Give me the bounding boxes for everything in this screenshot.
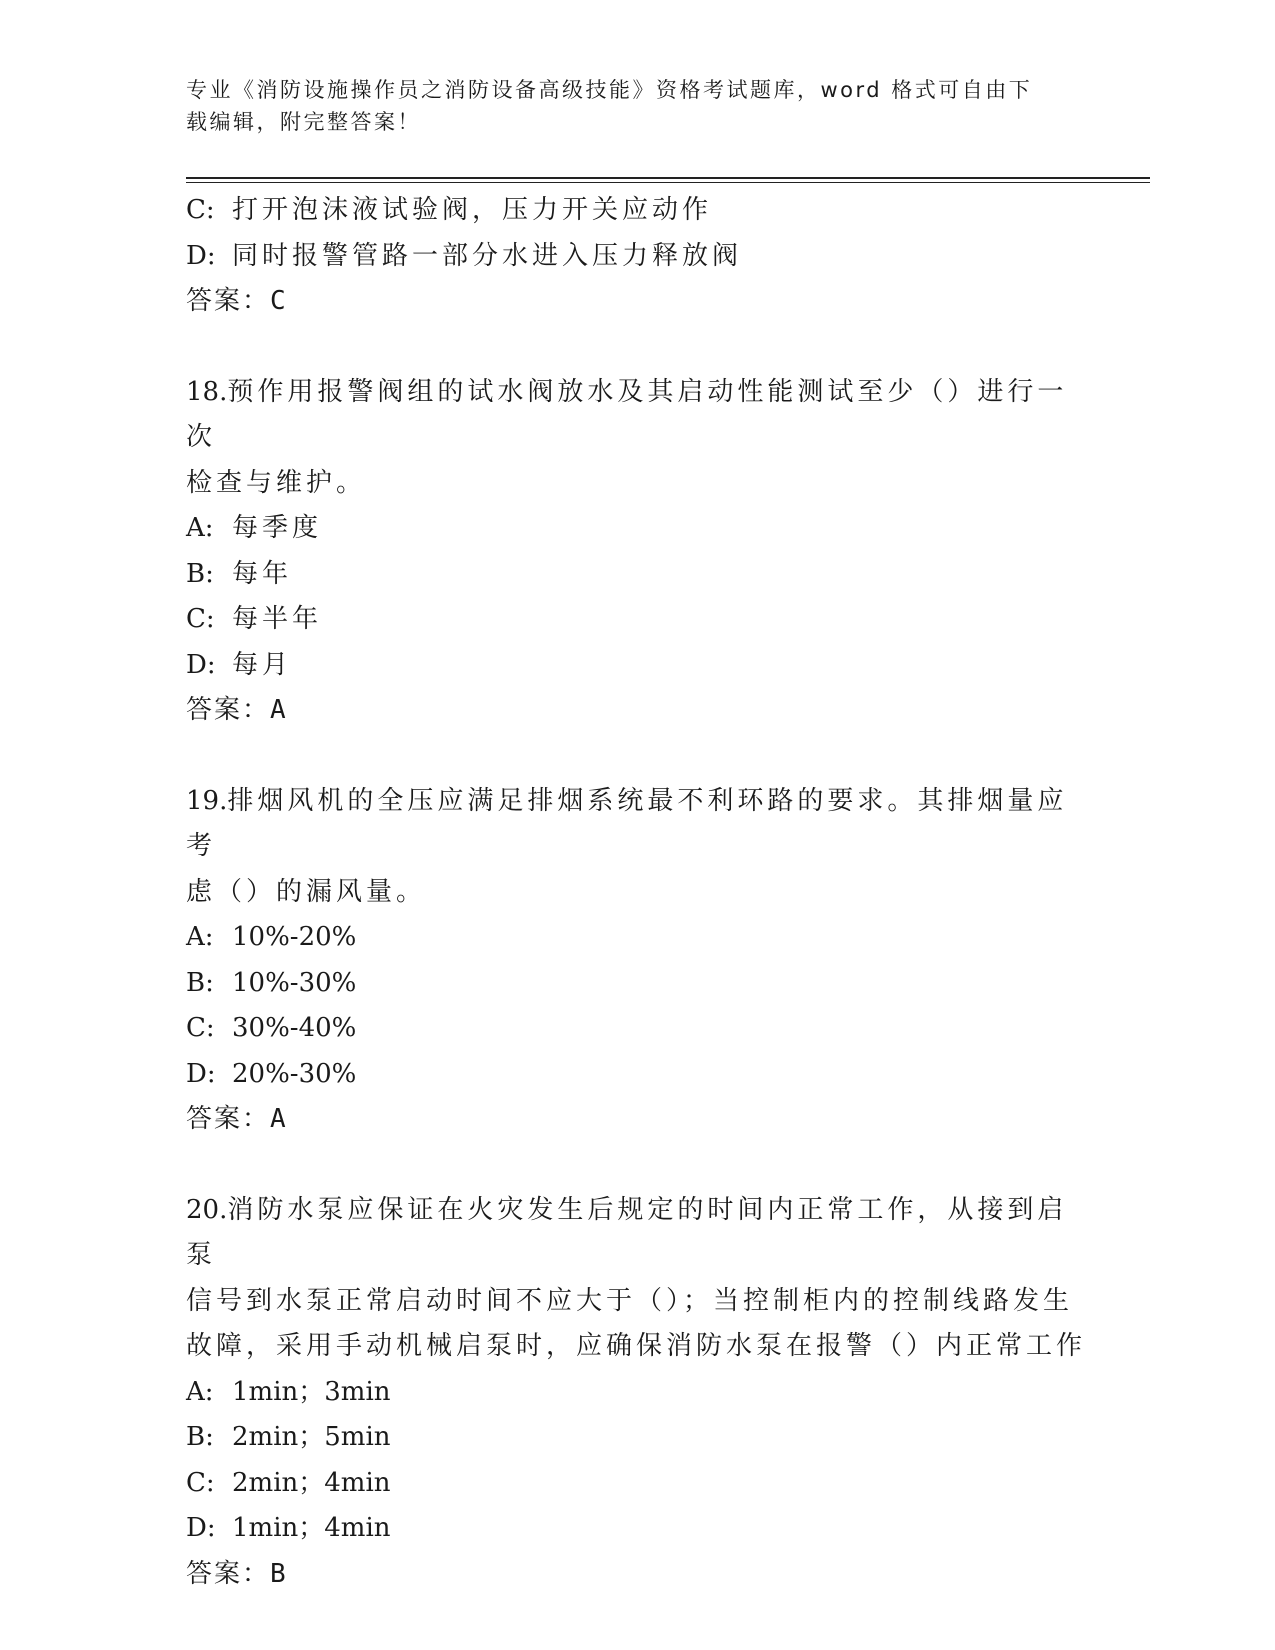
option-key: D: <box>186 649 216 680</box>
question-number: 20. <box>186 1194 228 1225</box>
question-20 <box>186 1188 1086 1598</box>
option-d <box>186 1506 1086 1552</box>
answer-value: A <box>270 1104 288 1134</box>
option-key: B: <box>186 1422 214 1452</box>
document-header <box>186 74 1066 138</box>
question-text <box>186 1188 1086 1370</box>
option-key: C: <box>186 1467 215 1498</box>
answer-value: A <box>270 695 288 725</box>
question-number: 19. <box>186 785 228 816</box>
option-b <box>186 1415 1086 1461</box>
answer-line <box>186 1097 1086 1143</box>
option-key: A: <box>186 1376 214 1407</box>
question-18 <box>186 370 1086 734</box>
question-text-line-1: 消防水泵应保证在火灾发生后规定的时间内正常工作，从接到启泵 <box>186 1194 1068 1270</box>
option-text: 每月 <box>232 649 293 680</box>
answer-label: 答案： <box>186 1104 271 1134</box>
option-a <box>186 506 1086 552</box>
option-d <box>186 1052 1086 1098</box>
option-text: 10%-30% <box>232 967 357 998</box>
question-text-line-3: 故障，采用手动机械启泵时，应确保消防水泵在报警（）内正常工作 <box>186 1331 1087 1361</box>
option-a <box>186 915 1086 961</box>
option-c <box>186 597 1086 643</box>
option-text: 30%-40% <box>232 1013 357 1043</box>
option-text: 2min；5min <box>232 1422 391 1452</box>
question-text <box>186 370 1086 507</box>
spacer <box>186 1143 1086 1188</box>
answer-line <box>186 1552 1086 1598</box>
option-text: 每半年 <box>232 604 323 634</box>
option-text: 每季度 <box>232 513 323 543</box>
option-d <box>186 234 1086 280</box>
header-divider-thick <box>186 177 1150 179</box>
header-divider-thin <box>186 182 1150 183</box>
option-b <box>186 552 1086 598</box>
question-text-line-1: 预作用报警阀组的试水阀放水及其启动性能测试至少（）进行一次 <box>186 376 1068 452</box>
option-c <box>186 188 1086 234</box>
header-line-1: 专业《消防设施操作员之消防设备高级技能》资格考试题库，word 格式可自由下 <box>186 78 1033 102</box>
option-key: C: <box>186 195 215 225</box>
question-text-line-2: 信号到水泵正常启动时间不应大于（）；当控制柜内的控制线路发生 <box>186 1285 1074 1316</box>
option-key: D: <box>186 1513 216 1543</box>
spacer <box>186 734 1086 779</box>
option-key: D: <box>186 1058 216 1089</box>
question-content <box>186 188 1086 1597</box>
question-19 <box>186 779 1086 1143</box>
option-text: 1min；4min <box>232 1513 391 1543</box>
option-text: 每年 <box>232 558 293 589</box>
spacer <box>186 325 1086 370</box>
answer-label: 答案： <box>186 1558 271 1589</box>
answer-line <box>186 688 1086 734</box>
option-key: B: <box>186 558 214 589</box>
option-b <box>186 961 1086 1007</box>
option-c <box>186 1461 1086 1507</box>
question-text-line-2: 检查与维护。 <box>186 467 367 498</box>
answer-value: C <box>270 286 288 316</box>
question-text <box>186 779 1086 916</box>
option-key: B: <box>186 967 214 998</box>
option-text: 同时报警管路一部分水进入压力释放阀 <box>232 240 743 271</box>
option-text: 20%-30% <box>232 1058 357 1089</box>
option-key: C: <box>186 604 215 634</box>
answer-value: B <box>270 1558 288 1589</box>
question-text-line-1: 排烟风机的全压应满足排烟系统最不利环路的要求。其排烟量应考 <box>186 785 1068 861</box>
option-key: A: <box>186 513 214 543</box>
answer-line <box>186 279 1086 325</box>
question-text-line-2: 虑（）的漏风量。 <box>186 876 427 907</box>
answer-label: 答案： <box>186 695 271 725</box>
option-a <box>186 1370 1086 1416</box>
header-line-2: 载编辑，附完整答案！ <box>186 110 421 134</box>
option-key: D: <box>186 240 216 271</box>
answer-label: 答案： <box>186 286 271 316</box>
option-text: 10%-20% <box>232 922 357 952</box>
prev-question-block <box>186 188 1086 325</box>
option-c <box>186 1006 1086 1052</box>
option-key: A: <box>186 922 214 952</box>
option-d <box>186 643 1086 689</box>
option-text: 打开泡沫液试验阀，压力开关应动作 <box>232 195 713 225</box>
option-key: C: <box>186 1013 215 1043</box>
option-text: 2min；4min <box>232 1467 391 1498</box>
question-number: 18. <box>186 376 228 407</box>
option-text: 1min；3min <box>232 1376 391 1407</box>
